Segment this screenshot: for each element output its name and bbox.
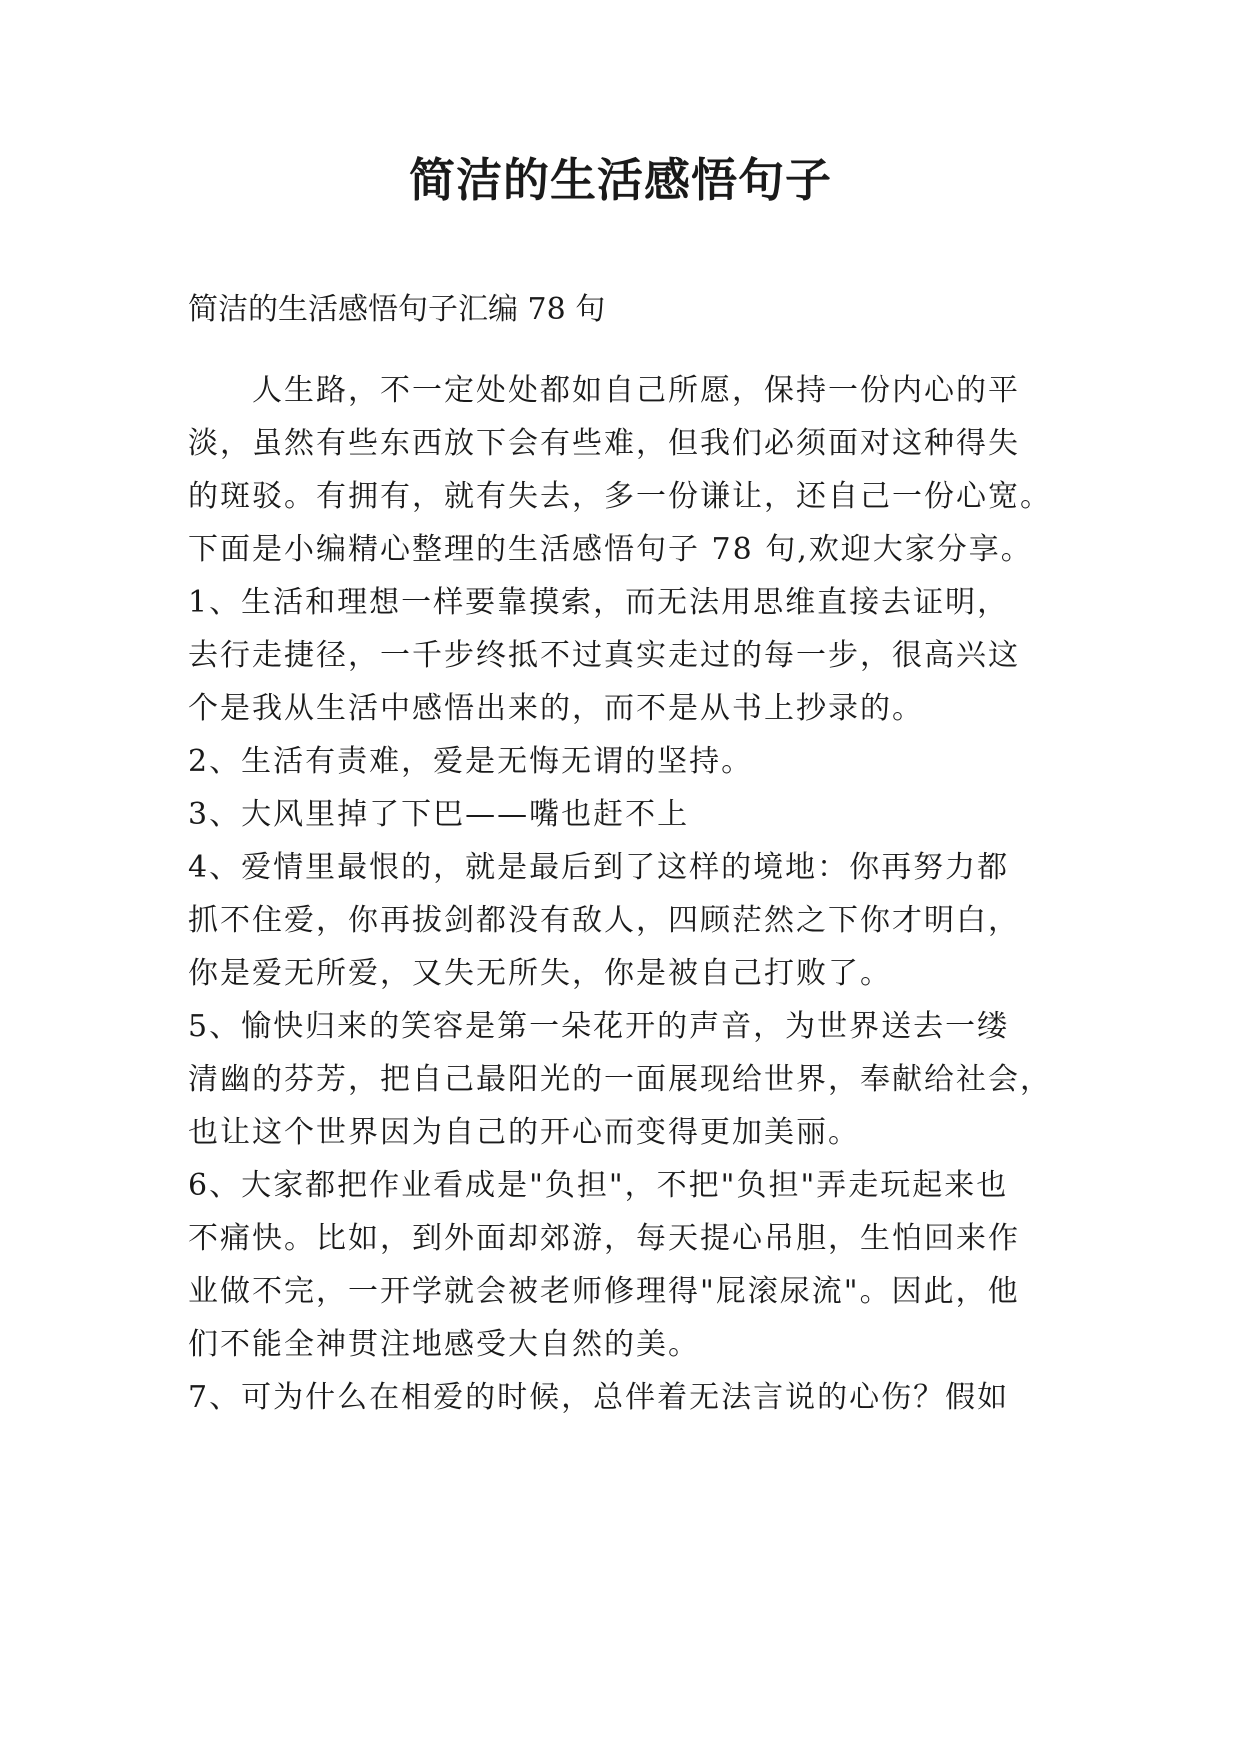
body-line: 去行走捷径，一千步终抵不过真实走过的每一步，很高兴这 xyxy=(188,638,1020,673)
body-line: 2、生活有责难，爱是无悔无谓的坚持。 xyxy=(188,744,754,779)
body-line: 人生路，不一定处处都如自己所愿，保持一份内心的平 xyxy=(188,373,1020,408)
document-subtitle: 简洁的生活感悟句子汇编 78 句 xyxy=(188,292,606,327)
body-line: 7、可为什么在相爱的时候，总伴着无法言说的心伤？假如 xyxy=(188,1380,1010,1415)
body-line: 的斑驳。有拥有，就有失去，多一份谦让，还自己一份心宽。 xyxy=(188,479,1052,514)
body-line: 下面是小编精心整理的生活感悟句子 78 句,欢迎大家分享。 xyxy=(188,532,1033,567)
body-line: 4、爱情里最恨的，就是最后到了这样的境地：你再努力都 xyxy=(188,850,1010,885)
body-line: 6、大家都把作业看成是"负担"，不把"负担"弄走玩起来也 xyxy=(188,1168,1009,1203)
body-line: 抓不住爱，你再拔剑都没有敌人，四顾茫然之下你才明白， xyxy=(188,903,1020,938)
body-line: 3、大风里掉了下巴——嘴也赶不上 xyxy=(188,797,690,832)
body-line: 个是我从生活中感悟出来的，而不是从书上抄录的。 xyxy=(188,691,924,726)
page-title: 简洁的生活感悟句子 xyxy=(409,153,832,207)
body-line: 你是爱无所爱，又失无所失，你是被自己打败了。 xyxy=(188,956,892,991)
body-line: 也让这个世界因为自己的开心而变得更加美丽。 xyxy=(188,1115,860,1150)
body-line: 1、生活和理想一样要靠摸索，而无法用思维直接去证明， xyxy=(188,585,1010,620)
body-line: 淡，虽然有些东西放下会有些难，但我们必须面对这种得失 xyxy=(188,426,1020,461)
body-line: 5、愉快归来的笑容是第一朵花开的声音，为世界送去一缕 xyxy=(188,1009,1010,1044)
body-line: 们不能全神贯注地感受大自然的美。 xyxy=(188,1327,700,1362)
body-line: 不痛快。比如，到外面却郊游，每天提心吊胆，生怕回来作 xyxy=(188,1221,1020,1256)
body-line: 清幽的芬芳，把自己最阳光的一面展现给世界，奉献给社会， xyxy=(188,1062,1052,1097)
body-line: 业做不完，一开学就会被老师修理得"屁滚尿流"。因此，他 xyxy=(188,1274,1020,1309)
